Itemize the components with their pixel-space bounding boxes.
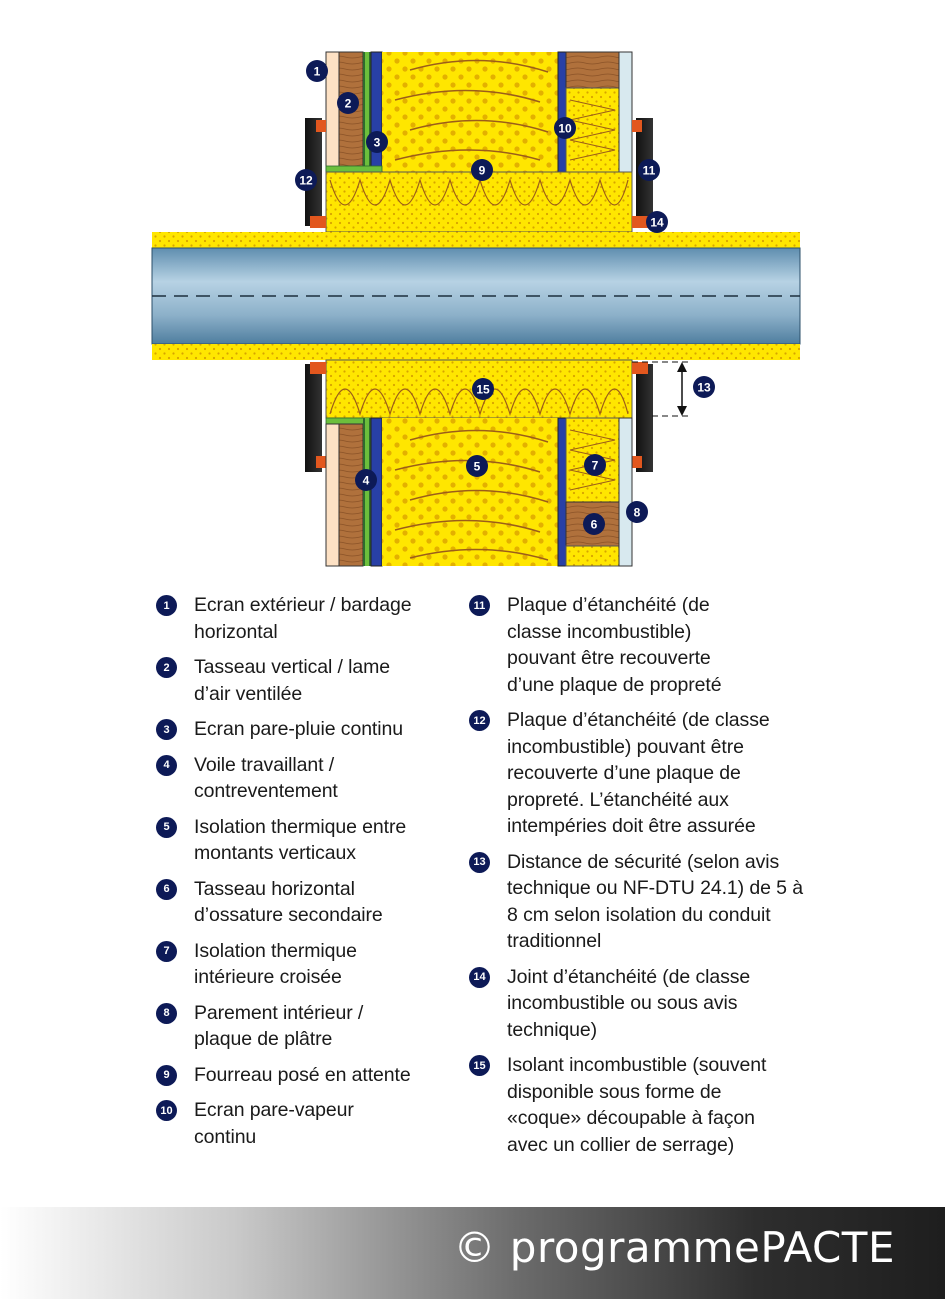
callout-1 xyxy=(306,60,328,82)
legend-text: Voile travaillant / contreventement xyxy=(194,753,338,802)
legend-text: Tasseau horizontal d’ossature secondaire xyxy=(194,877,383,926)
legend-text: Ecran pare-vapeur continu xyxy=(194,1099,354,1148)
legend-text: Isolation thermique entre montants verticaux xyxy=(194,815,407,864)
callout-7 xyxy=(584,454,606,476)
pipe-insulation-top xyxy=(152,232,800,248)
legend-text: Ecran pare-pluie continu xyxy=(194,718,403,740)
wall-penetration-diagram xyxy=(0,0,945,580)
legend-number: 2 xyxy=(156,657,177,678)
callout-12 xyxy=(295,169,317,191)
legend-text: Joint d’étanchéité (de classe incombustible ou sous avis technique) xyxy=(507,965,751,1041)
svg-text:8: 8 xyxy=(633,505,641,520)
legend-text: Isolation thermique intérieure croisée xyxy=(194,939,357,988)
legend-number: 14 xyxy=(469,967,490,988)
legend-number: 11 xyxy=(469,595,490,616)
svg-text:1: 1 xyxy=(313,64,321,79)
legend-item-7 xyxy=(156,938,456,991)
legend-number: 10 xyxy=(156,1100,177,1121)
legend-item-9 xyxy=(156,1062,456,1089)
svg-text:2: 2 xyxy=(344,96,352,111)
lower-wall xyxy=(326,418,632,566)
callout-11 xyxy=(638,159,660,181)
svg-text:15: 15 xyxy=(476,382,490,397)
footer-banner xyxy=(0,1207,945,1299)
legend-number: 13 xyxy=(469,852,490,873)
svg-text:6: 6 xyxy=(590,517,598,532)
callout-6 xyxy=(583,513,605,535)
legend-number: 6 xyxy=(156,879,177,900)
legend-number: 8 xyxy=(156,1003,177,1024)
legend-left-column xyxy=(156,592,456,1159)
legend-text: Tasseau vertical / lame d’air ventilée xyxy=(194,656,391,705)
legend-item-1 xyxy=(156,592,456,645)
callout-2 xyxy=(337,92,359,114)
svg-text:4: 4 xyxy=(362,473,370,488)
legend-item-10 xyxy=(156,1097,456,1150)
legend-item-11 xyxy=(469,592,829,698)
svg-text:14: 14 xyxy=(650,215,664,230)
legend-number: 9 xyxy=(156,1065,177,1086)
legend-item-6 xyxy=(156,876,456,929)
svg-text:13: 13 xyxy=(697,380,711,395)
copyright-text: © programmePACTE xyxy=(453,1223,895,1272)
legend-text: Plaque d’étanchéité (de classe incombustible) pouvant être recouverte d’une plaque de propreté xyxy=(507,594,722,696)
legend-item-8 xyxy=(156,1000,456,1053)
legend-number: 12 xyxy=(469,710,490,731)
upper-sleeve-insulation xyxy=(326,172,632,232)
legend-item-4 xyxy=(156,752,456,805)
svg-text:12: 12 xyxy=(299,173,313,188)
legend-text: Isolant incombustible (souvent disponible sous forme de «coque» découpable à façon avec un collier de serrage) xyxy=(507,1054,767,1156)
legend-right-column xyxy=(469,592,829,1167)
legend-number: 7 xyxy=(156,941,177,962)
callout-9 xyxy=(471,159,493,181)
legend-text: Parement intérieur / plaque de plâtre xyxy=(194,1001,364,1050)
legend-text: Ecran extérieur / bardage horizontal xyxy=(194,594,412,643)
pipe-insulation-bottom xyxy=(152,344,800,360)
svg-text:3: 3 xyxy=(373,135,381,150)
legend-item-13 xyxy=(469,849,829,955)
callout-14 xyxy=(646,211,668,233)
svg-text:10: 10 xyxy=(558,121,572,136)
legend-text: Fourreau posé en attente xyxy=(194,1063,411,1086)
svg-text:7: 7 xyxy=(591,458,599,473)
legend-text: Plaque d’étanchéité (de classe incombustible) pouvant être recouverte d’une plaque de propreté. L’étanchéité aux intempéries doit être assurée xyxy=(507,709,770,837)
svg-text:9: 9 xyxy=(478,163,486,178)
legend-number: 15 xyxy=(469,1055,490,1076)
legend-number: 5 xyxy=(156,817,177,838)
legend-number: 4 xyxy=(156,755,177,776)
legend-item-15 xyxy=(469,1052,829,1158)
callout-15 xyxy=(472,378,494,400)
callout-13 xyxy=(693,376,715,398)
legend-item-14 xyxy=(469,964,829,1044)
legend-item-2 xyxy=(156,654,456,707)
svg-text:11: 11 xyxy=(642,163,656,178)
legend-item-5 xyxy=(156,814,456,867)
callout-8 xyxy=(626,501,648,523)
callout-10 xyxy=(554,117,576,139)
callout-3 xyxy=(366,131,388,153)
legend-item-3 xyxy=(156,716,456,743)
upper-wall xyxy=(326,52,632,172)
callout-4 xyxy=(355,469,377,491)
svg-text:5: 5 xyxy=(473,459,481,474)
legend-item-12 xyxy=(469,707,829,840)
callout-5 xyxy=(466,455,488,477)
legend-number: 3 xyxy=(156,719,177,740)
legend-number: 1 xyxy=(156,595,177,616)
legend-text: Distance de sécurité (selon avis technique ou NF-DTU 24.1) de 5 à 8 cm selon isolation du conduit traditionnel xyxy=(507,850,803,952)
